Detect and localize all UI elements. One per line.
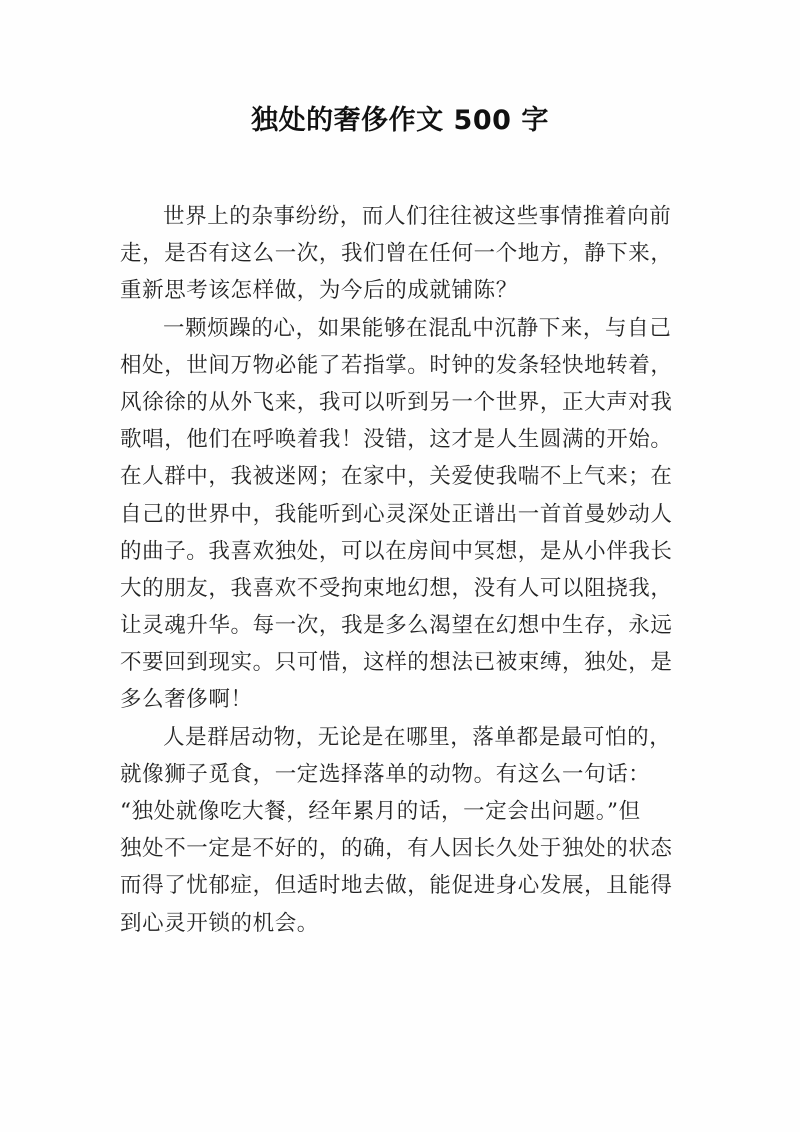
text-line: 就像狮子觅食，一定选择落单的动物。有这么一句话： bbox=[120, 761, 651, 787]
text-line: 歌唱，他们在呼唤着我！没错，这才是人生圆满的开始。 bbox=[120, 427, 673, 453]
text-line: 让灵魂升华。每一次，我是多么渴望在幻想中生存，永远 bbox=[120, 613, 673, 639]
text-line: “独处就像吃大餐，经年累月的话，一定会出问题。”但 bbox=[120, 799, 641, 824]
text-line: 的曲子。我喜欢独处，可以在房间中冥想，是从小伴我长 bbox=[120, 538, 673, 564]
text-line: 相处，世间万物必能了若指掌。时钟的发条轻快地转着， bbox=[120, 352, 673, 378]
document-body bbox=[120, 198, 673, 942]
paragraph-2 bbox=[120, 310, 673, 719]
text-line: 重新思考该怎样做，为今后的成就铺陈？ bbox=[120, 278, 518, 304]
text-line: 走，是否有这么一次，我们曾在任何一个地方，静下来， bbox=[120, 241, 673, 267]
text-line: 而得了忧郁症，但适时地去做，能促进身心发展，且能得 bbox=[120, 873, 673, 899]
text-line: 独处不一定是不好的，的确，有人因长久处于独处的状态 bbox=[120, 836, 673, 862]
text-line: 风徐徐的从外飞来，我可以听到另一个世界，正大声对我 bbox=[120, 389, 673, 415]
text-line: 不要回到现实。只可惜，这样的想法已被束缚，独处，是 bbox=[120, 650, 673, 676]
text-line: 大的朋友，我喜欢不受拘束地幻想，没有人可以阻挠我， bbox=[120, 575, 673, 601]
text-line: 人是群居动物，无论是在哪里，落单都是最可怕的， bbox=[163, 724, 672, 750]
text-line: 一颗烦躁的心，如果能够在混乱中沉静下来，与自己 bbox=[163, 315, 672, 341]
text-line: 在人群中，我被迷网；在家中，关爱使我喘不上气来；在 bbox=[120, 464, 673, 490]
document-title: 独处的奢侈作文 500 字 bbox=[251, 105, 549, 136]
text-line: 世界上的杂事纷纷，而人们往往被这些事情推着向前 bbox=[163, 204, 672, 229]
paragraph-3 bbox=[120, 719, 673, 942]
text-line: 自己的世界中，我能听到心灵深处正谱出一首首曼妙动人 bbox=[120, 501, 673, 527]
paragraph-1 bbox=[120, 198, 673, 310]
text-line: 到心灵开锁的机会。 bbox=[120, 910, 319, 936]
text-line: 多么奢侈啊！ bbox=[120, 687, 253, 713]
